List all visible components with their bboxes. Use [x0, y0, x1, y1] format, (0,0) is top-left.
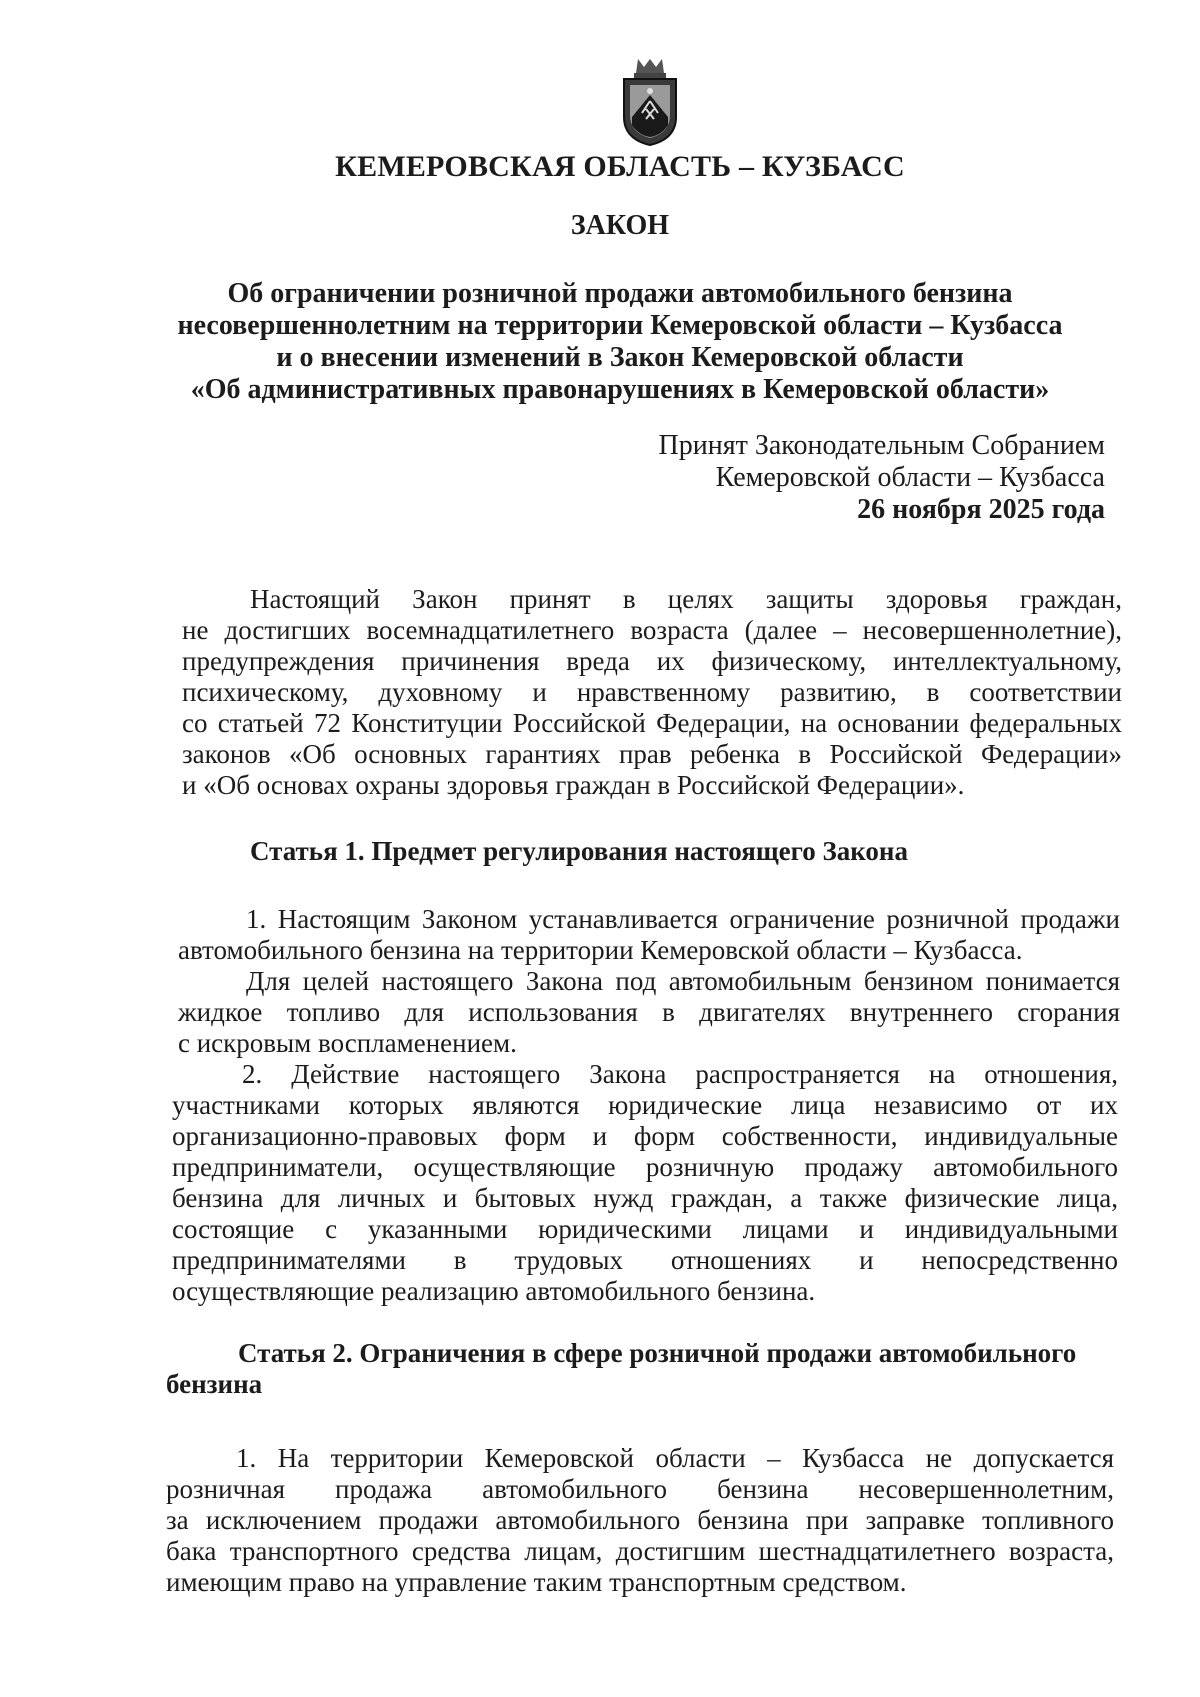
text-line: не достигших восемнадцатилетнего возраста (далее – несовершеннолетние),: [182, 615, 1122, 645]
text-line: автомобильного бензина на территории Кемеровской области – Кузбасса.: [178, 935, 1023, 965]
article-1-heading: Статья 1. Предмет регулирования настоящего Закона: [250, 836, 908, 866]
text-line: и «Об основах охраны здоровья граждан в Российской Федерации».: [182, 770, 965, 800]
article-1-paragraph-3: [172, 1059, 1118, 1307]
text-line: с искровым воспламенением.: [178, 1028, 517, 1058]
text-line: 1. На территории Кемеровской области – Кузбасса не допускается: [236, 1443, 1114, 1473]
text-line: розничная продажа автомобильного бензина несовершеннолетним,: [166, 1474, 1114, 1504]
text-line: Настоящий Закон принят в целях защиты здоровья граждан,: [250, 584, 1122, 614]
text-line: 2. Действие настоящего Закона распространяется на отношения,: [242, 1059, 1118, 1089]
region-title: КЕМЕРОВСКАЯ ОБЛАСТЬ – КУЗБАСС: [335, 150, 905, 183]
article-2-heading: [166, 1338, 1116, 1400]
article-1-paragraph-1: [178, 904, 1120, 966]
subject-line: и о внесении изменений в Закон Кемеровской области: [276, 342, 964, 373]
coat-of-arms-emblem: [618, 55, 682, 149]
text-line: участниками которых являются юридические лица независимо от их: [172, 1090, 1118, 1120]
text-line: осуществляющие реализацию автомобильного бензина.: [172, 1276, 816, 1306]
text-line: предпринимателями в трудовых отношениях и непосредственно: [172, 1245, 1118, 1275]
text-line: законов «Об основных гарантиях прав ребенка в Российской Федерации»: [182, 739, 1122, 769]
heading-line: Статья 2. Ограничения в сфере розничной продажи автомобильного: [238, 1338, 1077, 1368]
text-line: психическому, духовному и нравственному развитию, в соответствии: [182, 677, 1122, 707]
subject-line: «Об административных правонарушениях в Кемеровской области»: [190, 374, 1050, 405]
adoption-line: Принят Законодательным Собранием: [658, 430, 1105, 461]
article-1-paragraph-2: [178, 966, 1120, 1059]
subject-line: несовершеннолетним на территории Кемеровской области – Кузбасса: [177, 310, 1063, 341]
adoption-block: [659, 430, 1105, 526]
preamble-paragraph: [182, 584, 1122, 801]
text-line: предупреждения причинения вреда их физическому, интеллектуальному,: [182, 646, 1122, 676]
text-line: Для целей настоящего Закона под автомобильным бензином понимается: [246, 966, 1120, 996]
adoption-date: 26 ноября 2025 года: [857, 494, 1105, 525]
text-line: предприниматели, осуществляющие розничную продажу автомобильного: [172, 1152, 1118, 1182]
text-line: состоящие с указанными юридическими лицами и индивидуальными: [172, 1214, 1118, 1244]
text-line: имеющим право на управление таким транспортным средством.: [166, 1567, 907, 1597]
article-2-paragraph-1: [166, 1443, 1114, 1598]
heading-line: бензина: [166, 1369, 263, 1399]
document-type-title: ЗАКОН: [570, 210, 670, 241]
text-line: бака транспортного средства лицам, достигшим шестнадцатилетнего возраста,: [166, 1536, 1114, 1566]
text-line: со статьей 72 Конституции Российской Федерации, на основании федеральных: [182, 708, 1122, 738]
text-line: жидкое топливо для использования в двигателях внутреннего сгорания: [178, 997, 1120, 1027]
text-line: организационно-правовых форм и форм собственности, индивидуальные: [172, 1121, 1118, 1151]
adoption-line: Кемеровской области – Кузбасса: [715, 462, 1105, 493]
subject-line: Об ограничении розничной продажи автомобильного бензина: [227, 278, 1013, 309]
text-line: бензина для личных и бытовых нужд граждан, а также физические лица,: [172, 1183, 1118, 1213]
law-subject-title: [160, 278, 1080, 406]
text-line: за исключением продажи автомобильного бензина при заправке топливного: [166, 1505, 1114, 1535]
text-line: 1. Настоящим Законом устанавливается ограничение розничной продажи: [246, 904, 1120, 934]
